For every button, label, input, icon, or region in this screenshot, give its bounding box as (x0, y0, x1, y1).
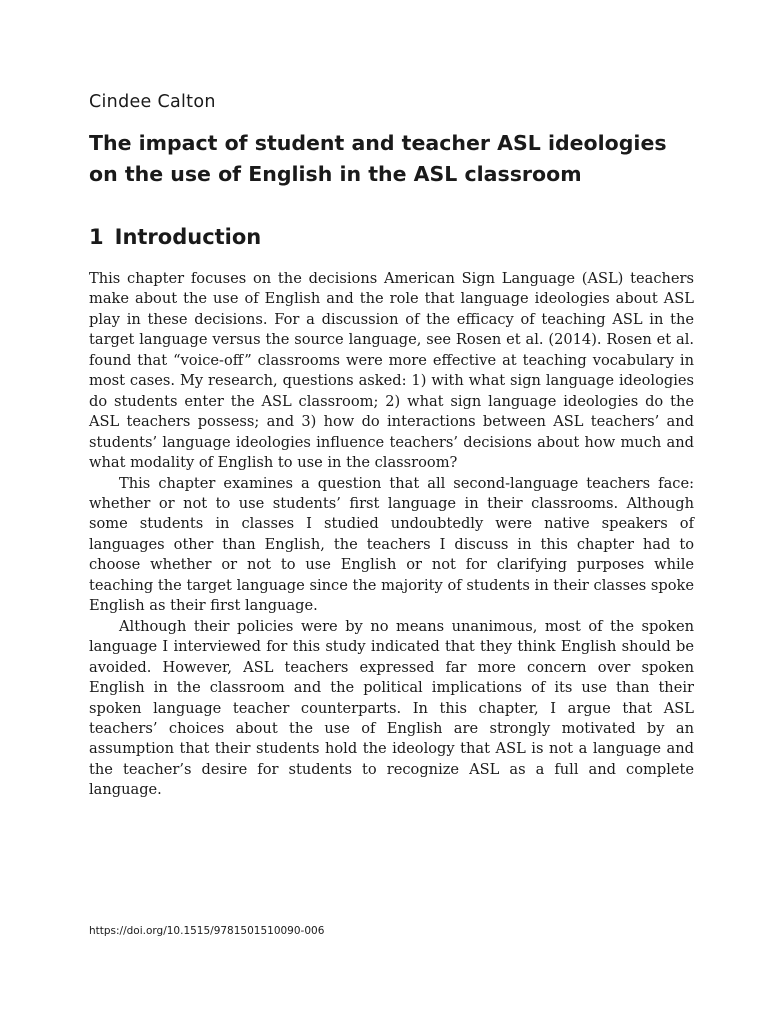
section-number: 1 (89, 225, 104, 249)
section-heading (89, 222, 261, 252)
paragraph-1: This chapter focuses on the decisions American Sign Language (ASL) teachers make about the use of English and the role that language ideologies about ASL play in these decisions. For a discussion of the efficacy of teaching ASL in the target language versus the source language, see Rosen et al. (2014). Rosen et al. found that “voice-off” classrooms were more effective at teaching vocabulary in most cases. My research, questions asked: 1) with what sign language ideologies do students enter the ASL classroom; 2) what sign language ideologies do the ASL teachers possess; and 3) how do interactions between ASL teachers’ and students’ language ideologies influence teachers’ decisions about how much and what modality of English to use in the classroom? (89, 270, 694, 472)
chapter-title (89, 128, 709, 190)
chapter-title-line-1: The impact of student and teacher ASL ideologies (89, 131, 667, 155)
doi-link[interactable]: https://doi.org/10.1515/9781501510090-006 (89, 925, 325, 937)
section-title: Introduction (114, 225, 262, 249)
body-text (89, 269, 694, 801)
author-name: Cindee Calton (89, 92, 216, 112)
chapter-title-line-2: on the use of English in the ASL classroom (89, 162, 582, 186)
paragraph-3: Although their policies were by no means unanimous, most of the spoken language I interviewed for this study indicated that they think English should be avoided. However, ASL teachers expressed far more concern over spoken English in the classroom and the political implications of its use than their spoken language teacher counterparts. In this chapter, I argue that ASL teachers’ choices about the use of English are strongly motivated by an assumption that their students hold the ideology that ASL is not a language and the teacher’s desire for students to recognize ASL as a full and complete language. (89, 617, 694, 799)
paragraph-2: This chapter examines a question that all second-language teachers face: whether or not to use students’ first language in their classrooms. Although some students in classes I studied undoubtedly were native speakers of languages other than English, the teachers I discuss in this chapter had to choose whether or not to use English or not for clarifying purposes while teaching the target language since the majority of students in their classes spoke English as their first language. (89, 474, 694, 615)
